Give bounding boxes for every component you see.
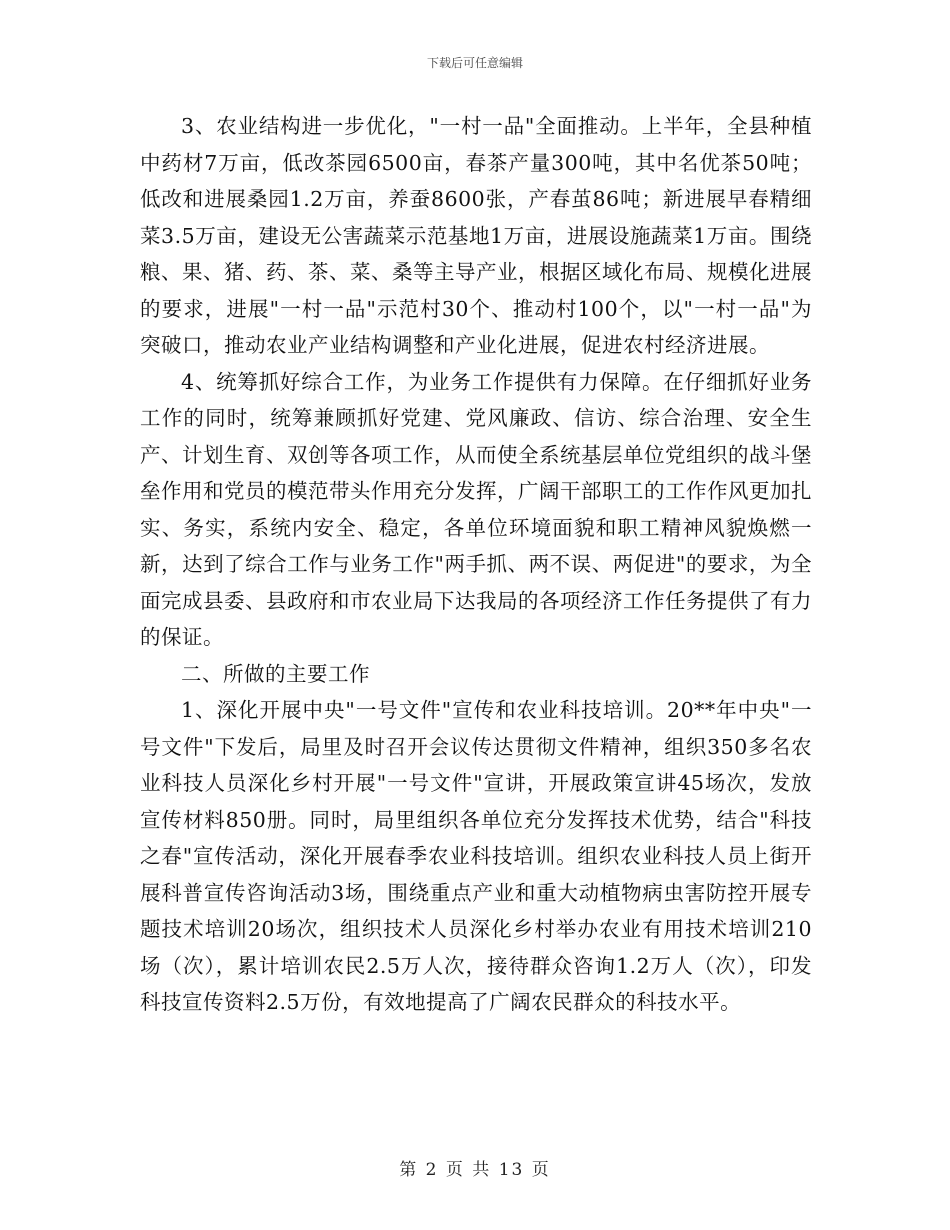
page-header: 下载后可任意编辑 [426,56,523,70]
paragraph-comprehensive-work: 4、统筹抓好综合工作，为业务工作提供有力保障。在仔细抓好业务工作的同时，统筹兼顾抓好党建、党风廉政、信访、综合治理、安全生产、计划生育、双创等各项工作，从而使全系统基层单位党组织的战斗堡垒作用和党员的模范带头作用充分发挥，广阔干部职工的工作作风更加扎实、务实，系统内安全、稳定，各单位环境面貌和职工精神风貌焕燃一新，达到了综合工作与业务工作"两手抓、两不误、两促进"的要求，为全面完成县委、县政府和市农业局下达我局的各项经济工作任务提供了有力的保证。 [140,369,812,649]
paragraph-document-one-training: 1、深化开展中央"一号文件"宣传和农业科技培训。20**年中央"一号文件"下发后，局里及时召开会议传达贯彻文件精神，组织350多名农业科技人员深化乡村开展"一号文件"宣讲，开展政策宣讲45场次，发放宣传材料850册。同时，局里组织各单位充分发挥技术优势，结合"科技之春"宣传活动，深化开展春季农业科技培训。组织农业科技人员上街开展科普宣传咨询活动3场，围绕重点产业和重大动植物病虫害防控开展专题技术培训20场次，组织技术人员深化乡村举办农业有用技术培训210场（次），累计培训农民2.5万人次，接待群众咨询1.2万人（次），印发科技宣传资料2.5万份，有效地提高了广阔农民群众的科技水平。 [140,698,812,1014]
document-body [140,108,812,1021]
section-heading-main-work: 二、所做的主要工作 [181,661,370,686]
paragraph-agriculture-structure: 3、农业结构进一步优化，"一村一品"全面推动。上半年，全县种植中药材7万亩，低改茶园6500亩，春茶产量300吨，其中名优茶50吨；低改和进展桑园1.2万亩，养蚕8600张，产春茧86吨；新进展早春精细菜3.5万亩，建设无公害蔬菜示范基地1万亩，进展设施蔬菜1万亩。围绕粮、果、猪、药、茶、菜、桑等主导产业，根据区域化布局、规模化进展的要求，进展"一村一品"示范村30个、推动村100个，以"一村一品"为突破口，推动农业产业结构调整和产业化进展，促进农村经济进展。 [140,114,812,357]
page-number: 第 2 页 共 13 页 [399,1160,551,1180]
